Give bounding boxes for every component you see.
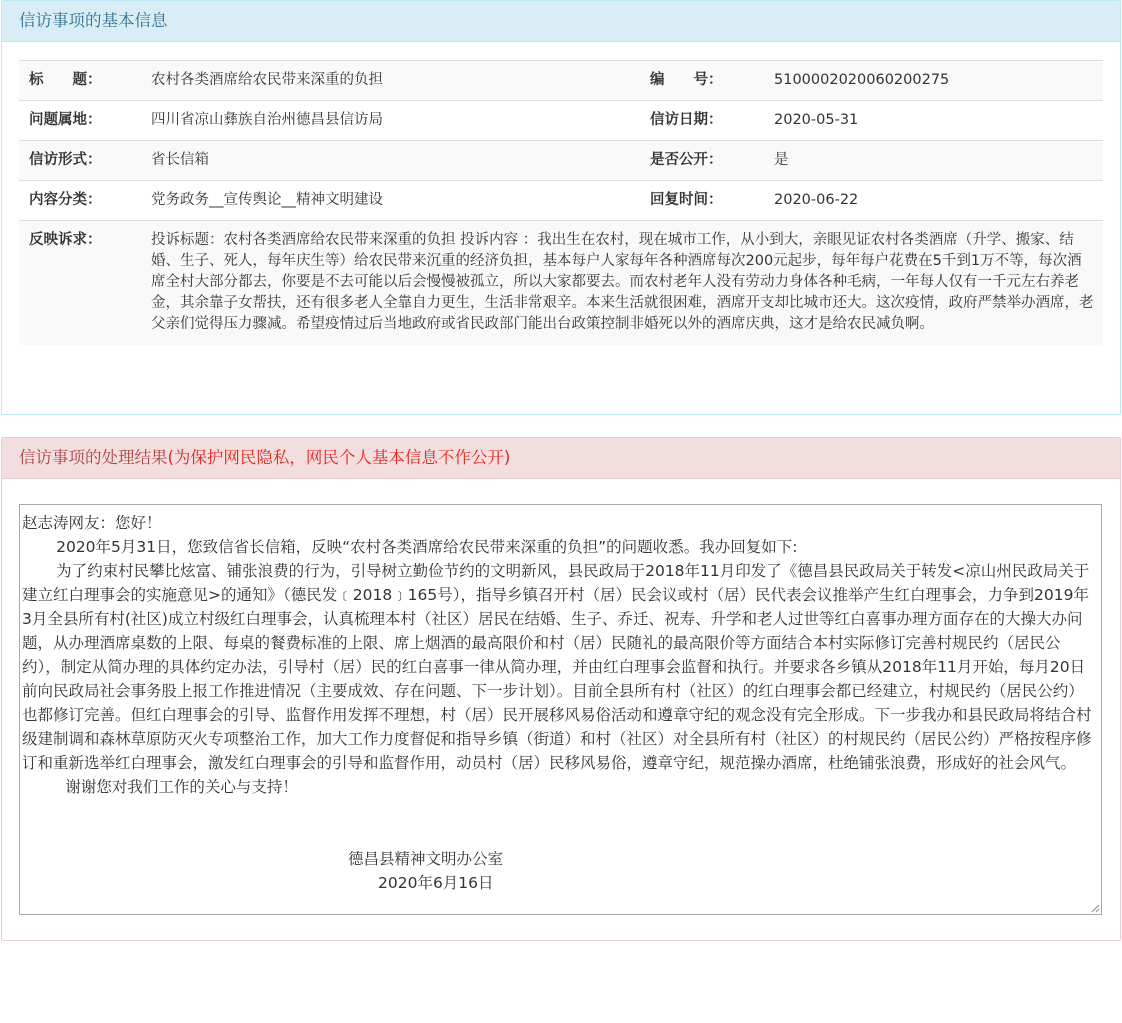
title-label: 标 题： [19, 61, 133, 101]
reply-paragraph-2: 为了约束村民攀比炫富、铺张浪费的行为，引导树立勤俭节约的文明新风，县民政局于2018年11月印发了《德昌县民政局关于转发<凉山州民政局关于建立红白理事会的实施意见>的通知》（德民发﹝2018﹞165号），指导乡镇召开村（居）民会议或村（居）民代表会议推举产生红白理事会，力争到2019年3月全县所有村(社区)成立村级红白理事会，认真梳理本村（社区）居民在结婚、生子、乔迁、祝寿、升学和老人过世等红白喜事办理方面存在的大操大办问题，从办理酒席桌数的上限、每桌的餐费标准的上限、席上烟酒的最高限价和村（居）民随礼的最高限价等方面结合本村实际修订完善村规民约（居民公约），制定从简办理的具体约定办法，引导村（居）民的红白喜事一律从简办理，并由红白理事会监督和执行。并要求各乡镇从2018年11月开始，每月20日前向民政局社会事务股上报工作推进情况（主要成效、存在问题、下一步计划）。目前全县所有村（社区）的红白理事会都已经建立，村规民约（居民公约）也都修订完善。但红白理事会的引导、监督作用发挥不理想，村（居）民开展移风易俗活动和遵章守纪的观念没有完全形成。下一步我办和县民政局将结合村级建制调和森林草原防灭火专项整治工作，加大工作力度督促和指导乡镇（街道）和村（社区）对全县所有村（社区）的村规民约（居民公约）严格按程序修订和重新选举红白理事会，激发红白理事会的引导和监督作用，动员村（居）民移风易俗，遵章守纪，规范操办酒席，杜绝铺张浪费，形成好的社会风气。 [22, 562, 1092, 772]
reply-spacer [22, 799, 1097, 847]
result-heading-title: 信访事项的处理结果 [19, 448, 168, 467]
reply-greeting: 赵志涛网友：您好！ [22, 514, 162, 532]
basic-info-table [19, 60, 1103, 345]
serial-value: 5100002020060200275 [754, 61, 1103, 101]
title-value: 农村各类酒席给农民带来深重的负担 [133, 61, 642, 101]
public-value: 是 [754, 141, 1103, 181]
basic-info-panel [1, 0, 1121, 415]
reply-date: 2020年6月16日 [378, 874, 494, 892]
privacy-note: (为保护网民隐私，网民个人基本信息不作公开) [167, 448, 511, 467]
serial-label: 编 号： [642, 61, 754, 101]
table-row [19, 181, 1103, 221]
table-row [19, 221, 1103, 346]
form-value: 省长信箱 [133, 141, 642, 181]
reply-signature: 德昌县精神文明办公室 [348, 850, 504, 868]
reply-textarea[interactable] [19, 504, 1102, 915]
location-value: 四川省凉山彝族自治州德昌县信访局 [133, 101, 642, 141]
form-label: 信访形式： [19, 141, 133, 181]
table-row [19, 61, 1103, 101]
category-value: 党务政务__宣传舆论__精神文明建设 [133, 181, 642, 221]
date-label: 信访日期： [642, 101, 754, 141]
basic-info-heading: 信访事项的基本信息 [2, 1, 1120, 42]
table-row [19, 101, 1103, 141]
location-label: 问题属地： [19, 101, 133, 141]
result-heading [2, 438, 1120, 479]
reply-time-label: 回复时间： [642, 181, 754, 221]
public-label: 是否公开： [642, 141, 754, 181]
complaint-label: 反映诉求： [19, 221, 133, 346]
category-label: 内容分类： [19, 181, 133, 221]
complaint-text: 投诉标题：农村各类酒席给农民带来深重的负担 投诉内容 ：我出生在农村，现在城市工作，从小到大，亲眼见证农村各类酒席（升学、搬家、结婚、生子、死人，每年庆生等）给农民带来沉重的经济负担，基本每户人家每年各种酒席每次200元起步，每年每户花费在5千到1万不等，每次酒席全村大部分都去，你要是不去可能以后会慢慢被孤立，所以大家都要去。而农村老年人没有劳动力身体各种毛病，一年每人仅有一千元左右养老金，其余靠子女帮扶，还有很多老人全靠自力更生，生活非常艰辛。本来生活就很困难，酒席开支却比城市还大。这次疫情，政府严禁举办酒席，老父亲们觉得压力骤减。希望疫情过后当地政府或省民政部门能出台政策控制非婚死以外的酒席庆典，这才是给农民减负啊。 [133, 221, 1103, 346]
reply-thanks: 谢谢您对我们工作的关心与支持！ [65, 778, 298, 796]
table-row [19, 141, 1103, 181]
date-value: 2020-05-31 [754, 101, 1103, 141]
reply-paragraph-1: 2020年5月31日，您致信省长信箱，反映“农村各类酒席给农民带来深重的负担”的问题收悉。我办回复如下: [56, 538, 798, 556]
resize-grip-icon[interactable] [1090, 903, 1100, 913]
reply-time-value: 2020-06-22 [754, 181, 1103, 221]
